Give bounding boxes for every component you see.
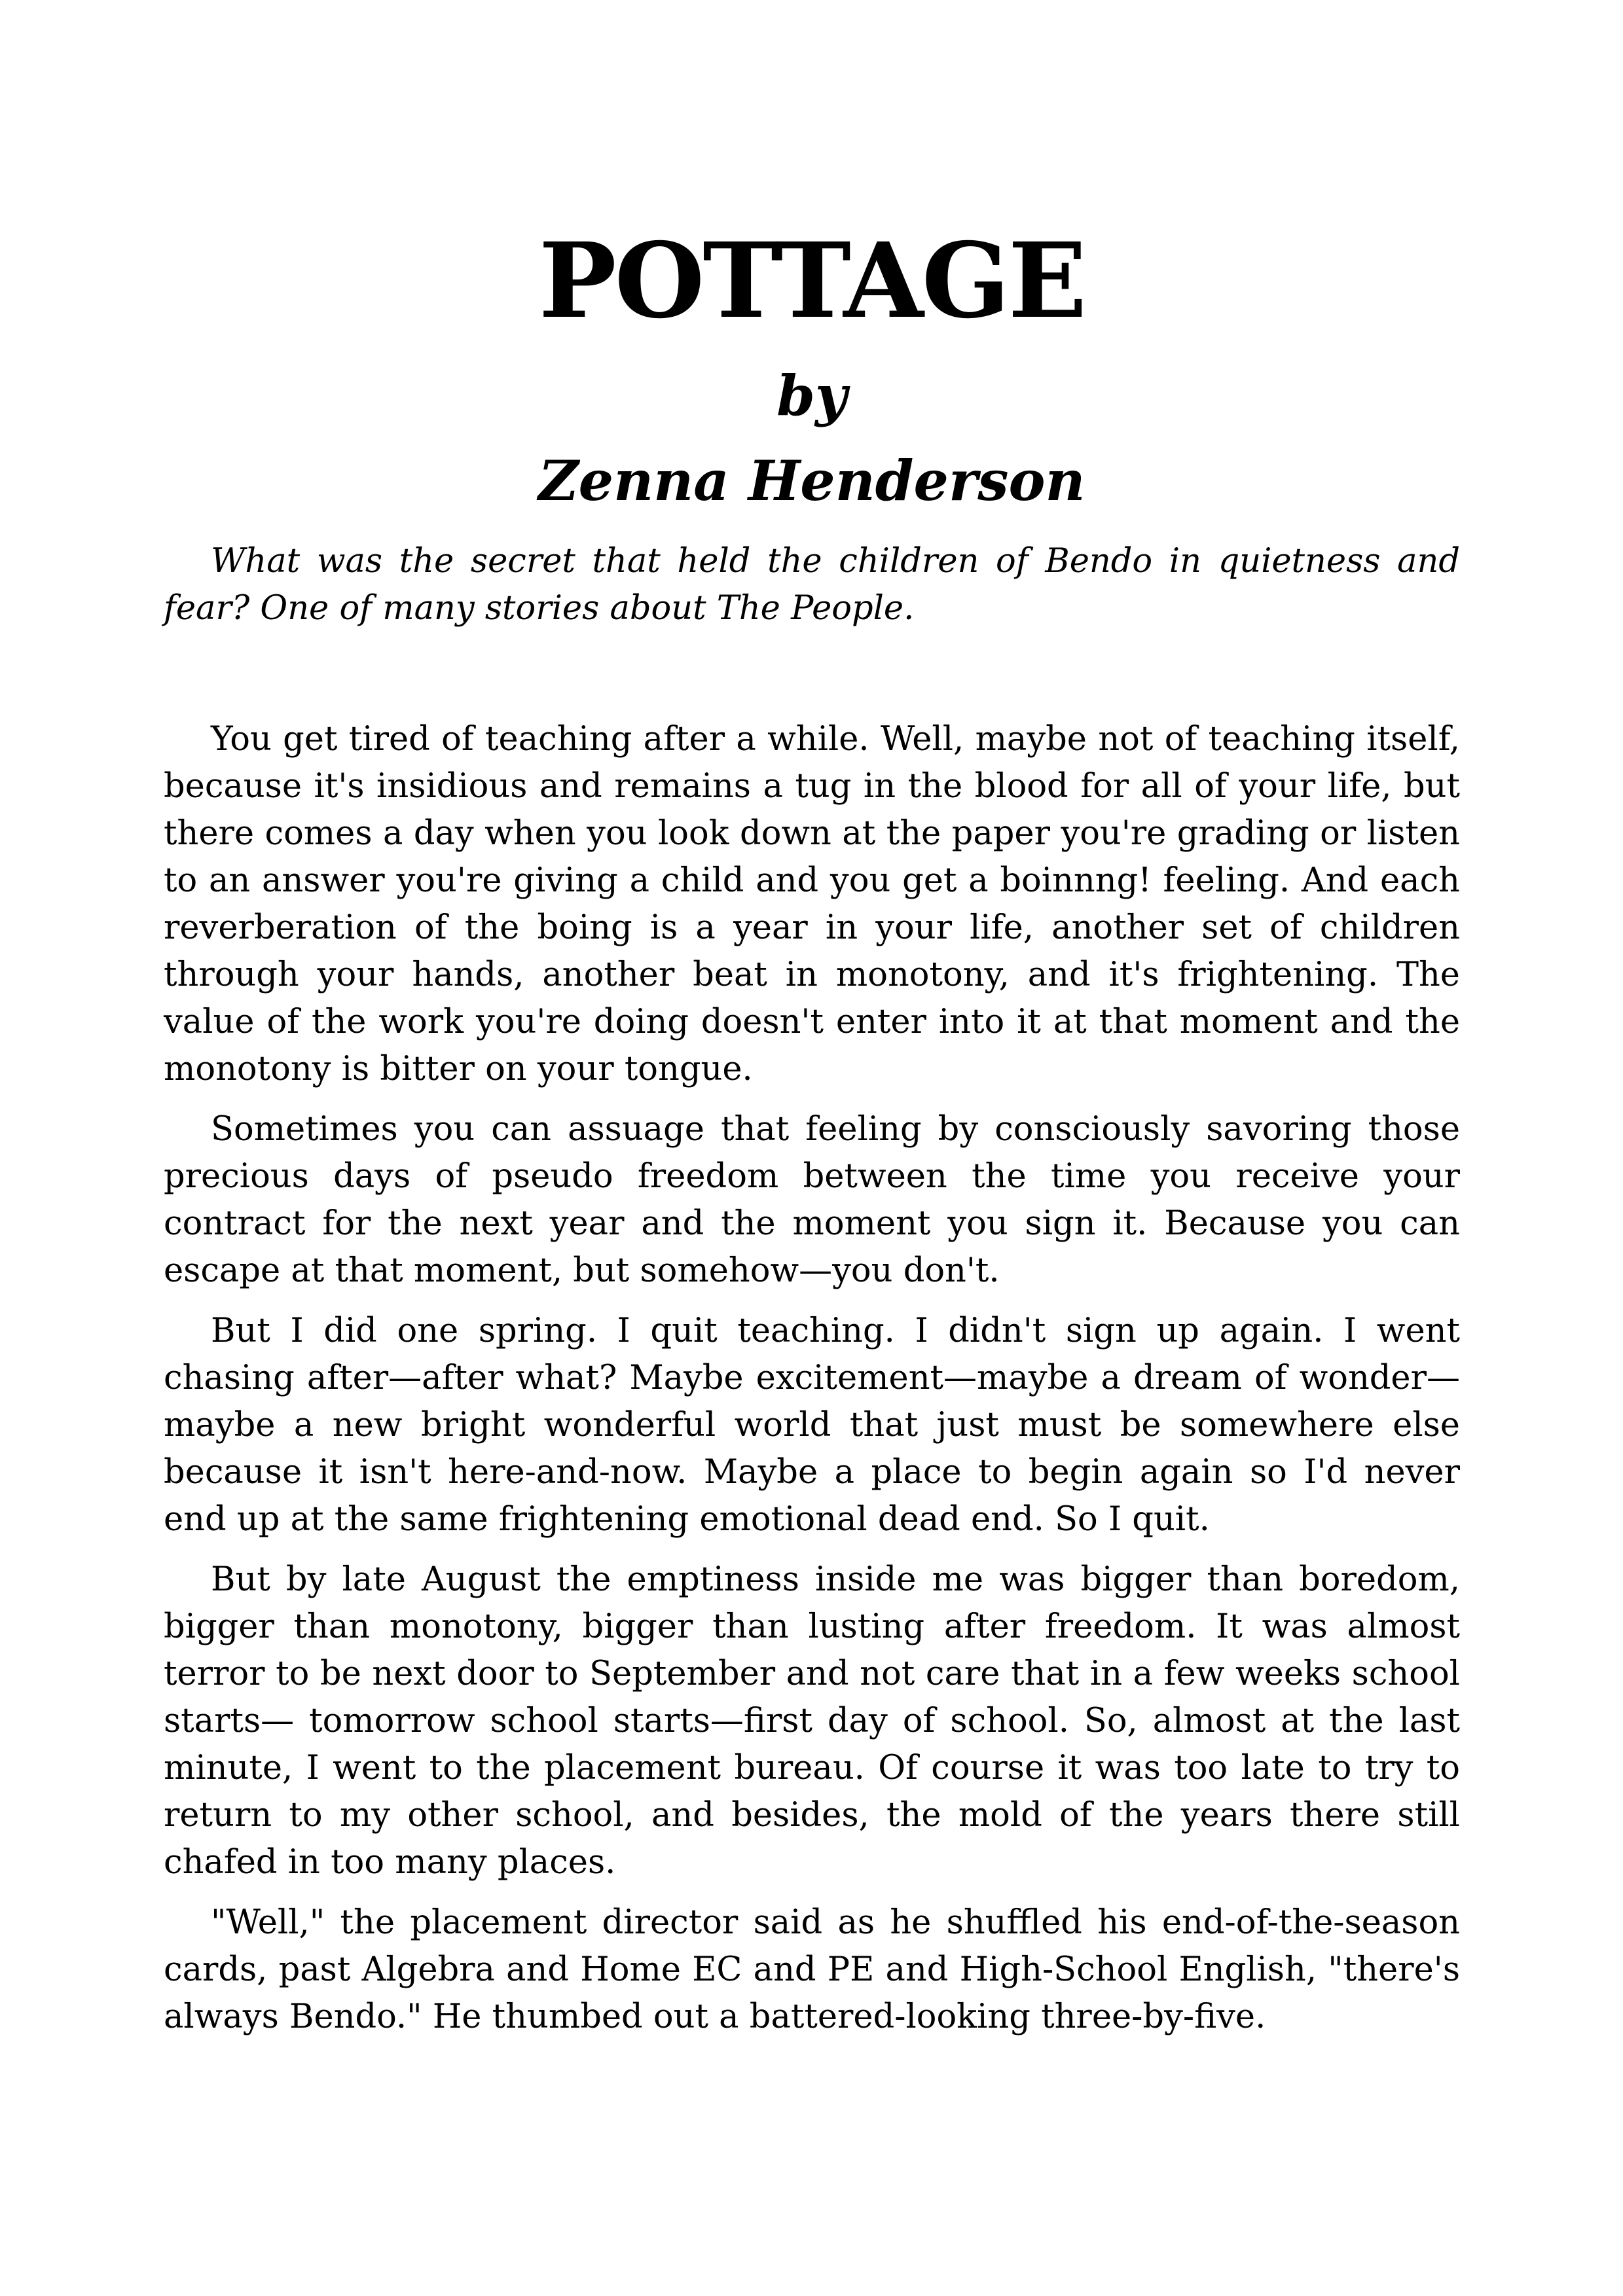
- paragraph-5: "Well," the placement director said as he shuffled his end-of-the-season cards, past Algebra and Home EC and PE and High-School English, "there's always Bendo." He thumbed out a battered-looking three-by-five.: [164, 1903, 1460, 2036]
- story-body: [164, 716, 1460, 2054]
- paragraph-2: Sometimes you can assuage that feeling by consciously savoring those precious days of pseudo freedom between the time you receive your contract for the next year and the moment you sign it. Because you can escape at that moment, but somehow—you don't.: [164, 1110, 1460, 1290]
- author-name: Zenna Henderson: [538, 448, 1085, 513]
- story-title: POTTAGE: [538, 221, 1085, 342]
- paragraph-3: But I did one spring. I quit teaching. I didn't sign up again. I went chasing after—after what? Maybe excitement—maybe a dream of wonder—maybe a new bright wonderful world that just must be somewhere else because it isn't here-and-now. Maybe a place to begin again so I'd never end up at the same frightening emotional dead end. So I quit.: [164, 1312, 1460, 1539]
- byline-by: by: [776, 363, 847, 428]
- paragraph-4: But by late August the emptiness inside me was bigger than boredom, bigger than monotony, bigger than lusting after freedom. It was almost terror to be next door to September and not care that in a few weeks school starts— tomorrow school starts—first day of school. So, almost at the last minute, I went to the placement bureau. Of course it was too late to try to return to my other school, and besides, the mold of the years there still chafed in too many places.: [164, 1560, 1460, 1882]
- paragraph-1: You get tired of teaching after a while. Well, maybe not of teaching itself, because it's insidious and remains a tug in the blood for all of your life, but there comes a day when you look down at the paper you're grading or listen to an answer you're giving a child and you get a boinnng! feeling. And each reverberation of the boing is a year in your life, another set of children through your hands, another beat in monotony, and it's frightening. The value of the work you're doing doesn't enter into it at that moment and the monotony is bitter on your tongue.: [164, 720, 1460, 1088]
- story-blurb: What was the secret that held the children of Bendo in quietness and fear? One of many stories about The People.: [164, 542, 1460, 628]
